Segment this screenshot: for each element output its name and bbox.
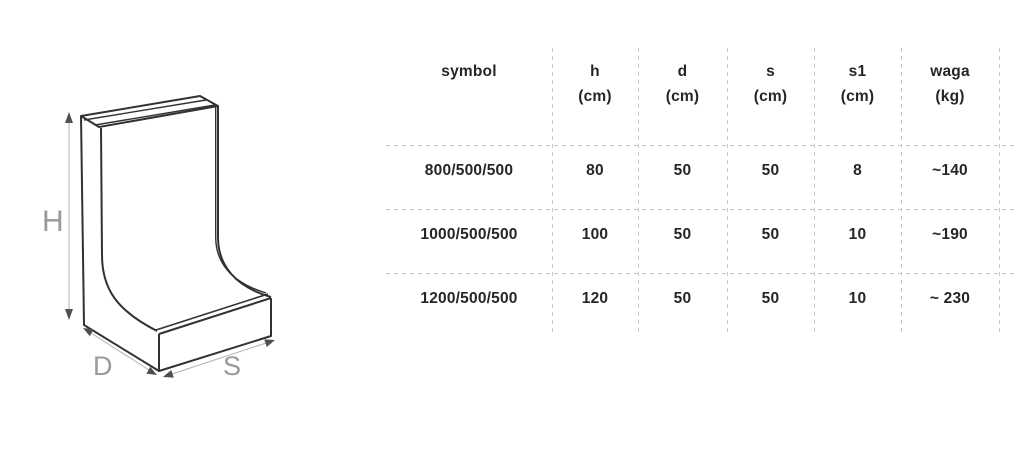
row-divider: [386, 273, 1016, 274]
column-divider: [999, 48, 1000, 333]
spec-table-grid: [386, 40, 999, 342]
depth-label: D: [93, 351, 113, 381]
column-unit: (cm): [840, 88, 875, 105]
cell-s1: 10: [848, 290, 867, 307]
column-header-waga: [901, 40, 999, 145]
arrowhead-up-icon: [65, 112, 73, 123]
cell-waga: ~ 230: [929, 290, 971, 307]
cell-s1: 8: [853, 162, 862, 179]
cell-symbol: 1200/500/500: [420, 290, 518, 307]
cell-symbol: 1000/500/500: [420, 226, 518, 243]
arrowhead-upright-icon: [264, 339, 275, 347]
cell-h: 120: [581, 290, 609, 307]
column-header-s1: [814, 40, 901, 145]
column-divider: [727, 48, 728, 333]
column-unit: (cm): [665, 88, 700, 105]
column-unit: (cm): [753, 88, 788, 105]
cell-s: 50: [761, 162, 780, 179]
row-divider: [386, 145, 1016, 146]
cell-d: 50: [673, 290, 692, 307]
column-header-s: [727, 40, 814, 145]
cell-s: 50: [761, 290, 780, 307]
wall-front-left-edge-fillet: [101, 128, 157, 331]
column-label: s1: [848, 63, 867, 80]
cell-h: 80: [586, 162, 604, 179]
base-top-front-edge: [159, 298, 271, 334]
wall-top-face: [81, 96, 218, 127]
cell-symbol: 800/500/500: [424, 162, 514, 179]
column-divider: [638, 48, 639, 333]
column-unit: (cm): [578, 88, 612, 105]
column-label: s: [766, 63, 775, 80]
spec-table: [386, 40, 1016, 342]
cell-s1: 10: [848, 226, 867, 243]
width-label: S: [223, 351, 242, 381]
cell-d: 50: [673, 226, 692, 243]
arrowhead-down-icon: [65, 309, 73, 320]
height-label: H: [42, 205, 64, 238]
cell-h: 100: [581, 226, 609, 243]
wall-right-edge-fillet-inner: [216, 107, 266, 293]
width-dimension-line: [172, 343, 266, 374]
column-label: waga: [930, 63, 970, 80]
cell-d: 50: [673, 162, 692, 179]
column-header-d: [638, 40, 727, 145]
column-label: h: [590, 63, 600, 80]
column-divider: [552, 48, 553, 333]
cell-waga: ~190: [932, 226, 968, 243]
column-header-symbol: [386, 40, 552, 145]
column-header-h: [552, 40, 638, 145]
arrowhead-upleft-icon: [83, 328, 94, 336]
column-label: symbol: [441, 63, 497, 80]
l-element-isometric-diagram: [28, 84, 296, 396]
column-unit: (kg): [935, 88, 965, 105]
column-label: d: [677, 63, 688, 80]
row-divider: [386, 209, 1016, 210]
cell-waga: ~140: [932, 162, 968, 179]
wall-back-edge: [81, 116, 159, 371]
arrowhead-downleft-icon: [163, 370, 174, 378]
cell-s: 50: [761, 226, 780, 243]
base-top-chamfer-line: [156, 294, 268, 330]
column-divider: [901, 48, 902, 333]
column-divider: [814, 48, 815, 333]
